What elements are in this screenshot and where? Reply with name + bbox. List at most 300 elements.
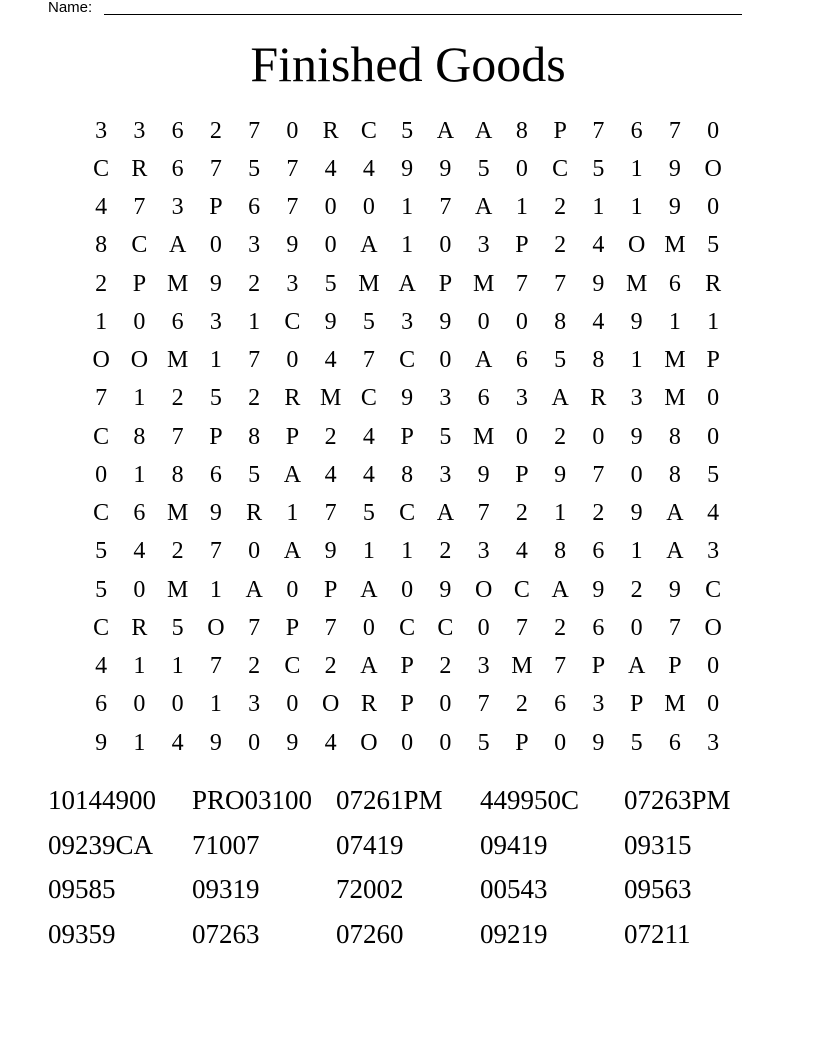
grid-cell: 1 — [401, 538, 414, 565]
grid-cell: 3 — [133, 117, 146, 144]
page-title: Finished Goods — [250, 36, 566, 92]
grid-cell: C — [437, 614, 454, 641]
grid-cell: O — [704, 614, 722, 641]
grid-cell: A — [551, 385, 569, 412]
word-list-item: 07263 — [192, 918, 260, 949]
grid-cell: 9 — [668, 155, 681, 182]
grid-cell: M — [472, 270, 495, 297]
grid-cell: 0 — [286, 347, 299, 374]
grid-cell: 9 — [668, 194, 681, 221]
grid-cell: R — [284, 385, 301, 412]
grid-cell: 2 — [324, 423, 337, 450]
grid-cell: 2 — [554, 194, 567, 221]
grid-cell: 0 — [515, 155, 528, 182]
grid-cell: 0 — [171, 691, 184, 718]
grid-cell: 0 — [209, 232, 222, 259]
grid-cell: 3 — [401, 308, 414, 335]
grid-cell: 4 — [592, 308, 605, 335]
grid-cell: R — [360, 691, 377, 718]
grid-cell: C — [399, 347, 416, 374]
grid-cell: O — [360, 729, 378, 756]
grid-cell: 3 — [171, 194, 184, 221]
grid-cell: 4 — [515, 538, 528, 565]
grid-cell: 5 — [554, 347, 567, 374]
grid-cell: 4 — [324, 729, 337, 756]
grid-cell: P — [285, 614, 300, 641]
grid-cell: C — [360, 117, 377, 144]
grid-cell: 1 — [209, 691, 222, 718]
grid-cell: 9 — [439, 308, 452, 335]
grid-cell: 5 — [95, 538, 108, 565]
grid-cell: 7 — [477, 500, 490, 527]
grid-cell: M — [358, 270, 380, 297]
grid-cell: M — [472, 423, 495, 450]
grid-cell: 0 — [707, 653, 720, 680]
grid-cell: 3 — [477, 653, 490, 680]
grid-cell: 3 — [95, 117, 108, 144]
grid-cell: P — [553, 117, 567, 144]
grid-cell: M — [166, 347, 189, 374]
grid-cell: P — [438, 270, 453, 297]
grid-cell: 4 — [362, 423, 375, 450]
grid-cell: 2 — [554, 423, 567, 450]
grid-cell: 8 — [515, 117, 528, 144]
grid-cell: 4 — [95, 194, 108, 221]
grid-cell: 1 — [554, 500, 567, 527]
grid-cell: 2 — [248, 270, 261, 297]
grid-cell: A — [398, 270, 416, 297]
grid-cell: A — [360, 653, 378, 680]
grid-cell: 7 — [286, 155, 299, 182]
grid-cell: R — [246, 500, 263, 527]
grid-cell: A — [245, 576, 263, 603]
word-list-item: 09585 — [48, 874, 116, 904]
grid-cell: 0 — [95, 461, 108, 488]
grid-cell: 1 — [630, 538, 643, 565]
grid-cell: O — [207, 614, 225, 641]
grid-cell: 5 — [477, 155, 490, 182]
grid-cell: 0 — [286, 576, 299, 603]
grid-cell: 9 — [286, 232, 299, 259]
grid-cell: 2 — [95, 270, 108, 297]
grid-cell: 6 — [630, 117, 643, 144]
grid-cell: 2 — [515, 691, 528, 718]
grid-cell: 6 — [95, 691, 108, 718]
word-list-item: 09239CA — [48, 829, 154, 860]
grid-cell: 7 — [668, 614, 681, 641]
word-list-item: 10144900 — [48, 785, 156, 815]
grid-cell: 0 — [401, 576, 414, 603]
word-list-item: PRO03100 — [192, 785, 313, 815]
grid-cell: 9 — [324, 538, 337, 565]
grid-cell: 2 — [554, 614, 567, 641]
grid-cell: R — [705, 270, 722, 297]
grid-cell: M — [511, 653, 533, 680]
grid-cell: 1 — [401, 194, 414, 221]
grid-cell: C — [93, 500, 110, 527]
grid-cell: 8 — [401, 461, 414, 488]
grid-cell: 4 — [95, 653, 108, 680]
name-label: Name: — [48, 0, 93, 16]
grid-cell: 0 — [133, 691, 146, 718]
grid-cell: 7 — [133, 194, 146, 221]
word-list-item: 00543 — [480, 874, 548, 904]
grid-cell: 9 — [439, 155, 452, 182]
grid-cell: 0 — [401, 729, 414, 756]
grid-cell: 2 — [439, 538, 452, 565]
grid-cell: 9 — [209, 270, 222, 297]
grid-cell: R — [590, 385, 607, 412]
grid-cell: 3 — [515, 385, 528, 412]
grid-cell: C — [93, 423, 110, 450]
letter-grid — [82, 112, 732, 762]
grid-cell: 9 — [286, 729, 299, 756]
grid-cell: 5 — [209, 385, 222, 412]
grid-cell: A — [474, 347, 493, 374]
word-list-item: 71007 — [192, 829, 260, 860]
grid-cell: 0 — [439, 691, 452, 718]
grid-cell: R — [131, 155, 148, 182]
grid-cell: P — [400, 653, 414, 680]
grid-cell: 7 — [592, 117, 605, 144]
grid-cell: 6 — [592, 538, 605, 565]
grid-cell: P — [400, 423, 414, 450]
grid-cell: 3 — [477, 232, 490, 259]
grid-cell: P — [400, 691, 414, 718]
grid-cell: P — [668, 653, 682, 680]
grid-cell: 3 — [592, 691, 605, 718]
grid-cell: P — [515, 461, 529, 488]
grid-cell: 7 — [324, 500, 337, 527]
grid-cell: 2 — [630, 576, 643, 603]
grid-cell: 1 — [133, 461, 146, 488]
grid-cell: 0 — [707, 117, 720, 144]
grid-cell: 2 — [248, 653, 261, 680]
grid-cell: 4 — [133, 538, 146, 565]
grid-cell: 7 — [592, 461, 605, 488]
grid-cell: 7 — [477, 691, 490, 718]
grid-cell: 4 — [324, 347, 337, 374]
grid-cell: A — [627, 653, 646, 680]
grid-cell: 5 — [171, 614, 184, 641]
grid-cell: 2 — [171, 385, 184, 412]
grid-cell: 0 — [477, 614, 490, 641]
grid-cell: 0 — [630, 461, 643, 488]
grid-cell: 1 — [630, 155, 643, 182]
grid-cell: 0 — [592, 423, 605, 450]
grid-cell: 0 — [248, 538, 261, 565]
grid-cell: 7 — [362, 347, 375, 374]
grid-cell: 1 — [286, 500, 299, 527]
grid-cell: C — [399, 614, 416, 641]
grid-cell: 7 — [324, 614, 337, 641]
grid-cell: 4 — [707, 500, 720, 527]
grid-cell: 0 — [707, 423, 720, 450]
grid-cell: P — [323, 576, 338, 603]
grid-cell: 3 — [477, 538, 490, 565]
grid-cell: M — [664, 232, 686, 259]
grid-cell: 2 — [324, 653, 337, 680]
grid-cell: C — [284, 653, 301, 680]
grid-cell: P — [591, 653, 606, 680]
word-list-item: 07260 — [336, 918, 404, 949]
grid-cell: A — [168, 232, 187, 259]
grid-cell: 4 — [324, 461, 337, 488]
grid-cell: 1 — [668, 308, 681, 335]
grid-cell: 8 — [95, 232, 108, 259]
grid-cell: 9 — [401, 385, 414, 412]
word-list-item: 09359 — [48, 918, 116, 949]
grid-cell: 7 — [248, 614, 261, 641]
grid-cell: O — [627, 232, 646, 259]
grid-cell: 1 — [209, 576, 222, 603]
grid-cell: 5 — [592, 155, 605, 182]
grid-cell: 8 — [668, 461, 681, 488]
grid-cell: 2 — [515, 500, 528, 527]
grid-cell: 9 — [630, 308, 643, 335]
word-list-item: 09563 — [624, 874, 692, 904]
grid-cell: M — [664, 385, 686, 412]
word-list — [48, 778, 768, 956]
grid-cell: A — [436, 500, 455, 527]
grid-cell: 6 — [133, 500, 146, 527]
grid-cell: 7 — [515, 270, 528, 297]
grid-cell: P — [515, 729, 529, 756]
grid-cell: 5 — [439, 423, 452, 450]
grid-cell: P — [515, 232, 529, 259]
grid-cell: 2 — [439, 653, 452, 680]
grid-cell: A — [436, 117, 455, 144]
grid-cell: M — [664, 347, 686, 374]
word-list-item: 07419 — [336, 829, 404, 860]
grid-cell: 0 — [286, 691, 299, 718]
grid-cell: 1 — [630, 347, 643, 374]
grid-cell: 7 — [209, 538, 222, 565]
grid-cell: M — [319, 385, 342, 412]
grid-cell: 1 — [95, 308, 108, 335]
grid-cell: 5 — [248, 461, 261, 488]
grid-cell: 8 — [171, 461, 184, 488]
grid-cell: 0 — [439, 729, 452, 756]
grid-cell: 0 — [554, 729, 567, 756]
grid-cell: 1 — [133, 653, 146, 680]
grid-cell: 7 — [286, 194, 299, 221]
grid-cell: 9 — [668, 576, 681, 603]
grid-cell: C — [399, 500, 416, 527]
word-list-item: 07211 — [624, 918, 691, 949]
grid-cell: 7 — [171, 423, 184, 450]
grid-cell: 9 — [324, 308, 337, 335]
grid-cell: P — [285, 423, 300, 450]
grid-cell: 7 — [209, 155, 222, 182]
grid-cell: C — [513, 576, 530, 603]
grid-cell: 6 — [668, 729, 681, 756]
grid-cell: 5 — [95, 576, 108, 603]
grid-cell: 2 — [209, 117, 222, 144]
grid-cell: O — [474, 576, 493, 603]
grid-cell: 1 — [630, 194, 643, 221]
grid-cell: 1 — [362, 538, 375, 565]
grid-cell: M — [166, 576, 189, 603]
grid-cell: 9 — [95, 729, 108, 756]
grid-cell: 3 — [248, 691, 261, 718]
grid-cell: 5 — [477, 729, 490, 756]
grid-cell: A — [666, 538, 684, 565]
grid-cell: 4 — [592, 232, 605, 259]
grid-cell: P — [209, 194, 223, 221]
grid-cell: P — [706, 347, 720, 374]
grid-cell: 1 — [707, 308, 720, 335]
grid-cell: 0 — [362, 614, 375, 641]
grid-cell: O — [92, 347, 110, 374]
grid-cell: R — [322, 117, 339, 144]
word-list-item: 09319 — [192, 874, 260, 904]
grid-cell: 0 — [324, 232, 337, 259]
grid-cell: 9 — [592, 576, 605, 603]
word-list-item: 09419 — [480, 829, 548, 860]
grid-cell: 6 — [477, 385, 490, 412]
grid-cell: 8 — [592, 347, 605, 374]
grid-cell: C — [705, 576, 722, 603]
grid-cell: A — [283, 538, 302, 565]
grid-cell: 1 — [133, 729, 146, 756]
grid-cell: 0 — [707, 194, 720, 221]
grid-cell: 6 — [592, 614, 605, 641]
grid-cell: 0 — [477, 308, 490, 335]
grid-cell: 5 — [362, 308, 375, 335]
grid-cell: A — [474, 117, 493, 144]
grid-cell: 4 — [324, 155, 337, 182]
grid-cell: 8 — [248, 423, 261, 450]
grid-cell: 4 — [362, 155, 375, 182]
grid-cell: 7 — [554, 270, 567, 297]
grid-cell: 6 — [248, 194, 261, 221]
word-list-item: 07261PM — [336, 785, 443, 815]
grid-cell: 5 — [707, 461, 720, 488]
grid-cell: 3 — [707, 538, 720, 565]
grid-cell: M — [166, 270, 189, 297]
grid-cell: 9 — [592, 729, 605, 756]
grid-cell: P — [629, 691, 644, 718]
grid-cell: 0 — [439, 347, 452, 374]
grid-cell: A — [360, 576, 378, 603]
grid-cell: R — [131, 614, 148, 641]
grid-cell: 3 — [209, 308, 222, 335]
grid-cell: 9 — [209, 500, 222, 527]
grid-cell: 9 — [630, 500, 643, 527]
grid-cell: 1 — [133, 385, 146, 412]
word-list-item: 09315 — [624, 829, 692, 860]
grid-cell: 2 — [592, 500, 605, 527]
grid-cell: P — [209, 423, 223, 450]
word-list-item: 72002 — [336, 874, 404, 904]
grid-cell: 0 — [286, 117, 299, 144]
grid-cell: C — [131, 232, 148, 259]
grid-cell: 8 — [554, 538, 567, 565]
grid-cell: 9 — [592, 270, 605, 297]
grid-cell: 9 — [401, 155, 414, 182]
grid-cell: 3 — [439, 385, 452, 412]
grid-cell: 1 — [171, 653, 184, 680]
grid-cell: 0 — [707, 691, 720, 718]
grid-cell: 6 — [171, 117, 184, 144]
grid-cell: 8 — [133, 423, 146, 450]
grid-cell: 3 — [248, 232, 261, 259]
grid-cell: 7 — [554, 653, 567, 680]
grid-cell: 7 — [209, 653, 222, 680]
grid-cell: 0 — [248, 729, 261, 756]
grid-cell: 8 — [668, 423, 681, 450]
grid-cell: 0 — [362, 194, 375, 221]
grid-cell: 9 — [554, 461, 567, 488]
grid-cell: 6 — [209, 461, 222, 488]
grid-cell: 0 — [707, 385, 720, 412]
grid-cell: 7 — [439, 194, 452, 221]
grid-cell: 7 — [248, 117, 261, 144]
grid-cell: 6 — [515, 347, 528, 374]
grid-cell: O — [321, 691, 340, 718]
grid-cell: C — [284, 308, 301, 335]
grid-cell: O — [130, 347, 149, 374]
grid-cell: 3 — [439, 461, 452, 488]
grid-cell: C — [552, 155, 569, 182]
grid-cell: C — [360, 385, 377, 412]
grid-cell: 0 — [515, 423, 528, 450]
grid-cell: 0 — [515, 308, 528, 335]
word-list-item: 449950C — [480, 785, 580, 815]
grid-cell: 4 — [171, 729, 184, 756]
grid-cell: 1 — [248, 308, 261, 335]
word-list-item: 09219 — [480, 918, 548, 949]
grid-cell: 5 — [362, 500, 375, 527]
grid-cell: 3 — [630, 385, 643, 412]
grid-cell: C — [93, 155, 110, 182]
grid-cell: 1 — [209, 347, 222, 374]
grid-cell: 3 — [286, 270, 299, 297]
grid-cell: 0 — [133, 308, 146, 335]
grid-cell: 1 — [401, 232, 414, 259]
grid-cell: A — [360, 232, 378, 259]
grid-cell: 9 — [477, 461, 490, 488]
grid-cell: 9 — [209, 729, 222, 756]
grid-cell: 1 — [515, 194, 528, 221]
grid-cell: 0 — [439, 232, 452, 259]
grid-cell: O — [704, 155, 722, 182]
grid-cell: 2 — [554, 232, 567, 259]
grid-cell: 6 — [554, 691, 567, 718]
grid-cell: 2 — [248, 385, 261, 412]
grid-cell: M — [625, 270, 648, 297]
word-list-item: 07263PM — [624, 785, 731, 815]
grid-cell: 5 — [630, 729, 643, 756]
grid-cell: M — [664, 691, 686, 718]
name-field — [48, 0, 742, 16]
grid-cell: 7 — [248, 347, 261, 374]
grid-cell: 7 — [668, 117, 681, 144]
grid-cell: 7 — [515, 614, 528, 641]
grid-cell: A — [474, 194, 493, 221]
grid-cell: 3 — [707, 729, 720, 756]
grid-cell: 0 — [324, 194, 337, 221]
grid-cell: 2 — [171, 538, 184, 565]
grid-cell: 5 — [248, 155, 261, 182]
grid-cell: 7 — [95, 385, 108, 412]
grid-cell: A — [283, 461, 302, 488]
grid-cell: 5 — [401, 117, 414, 144]
grid-cell: P — [132, 270, 147, 297]
grid-cell: C — [93, 614, 110, 641]
grid-cell: A — [551, 576, 569, 603]
